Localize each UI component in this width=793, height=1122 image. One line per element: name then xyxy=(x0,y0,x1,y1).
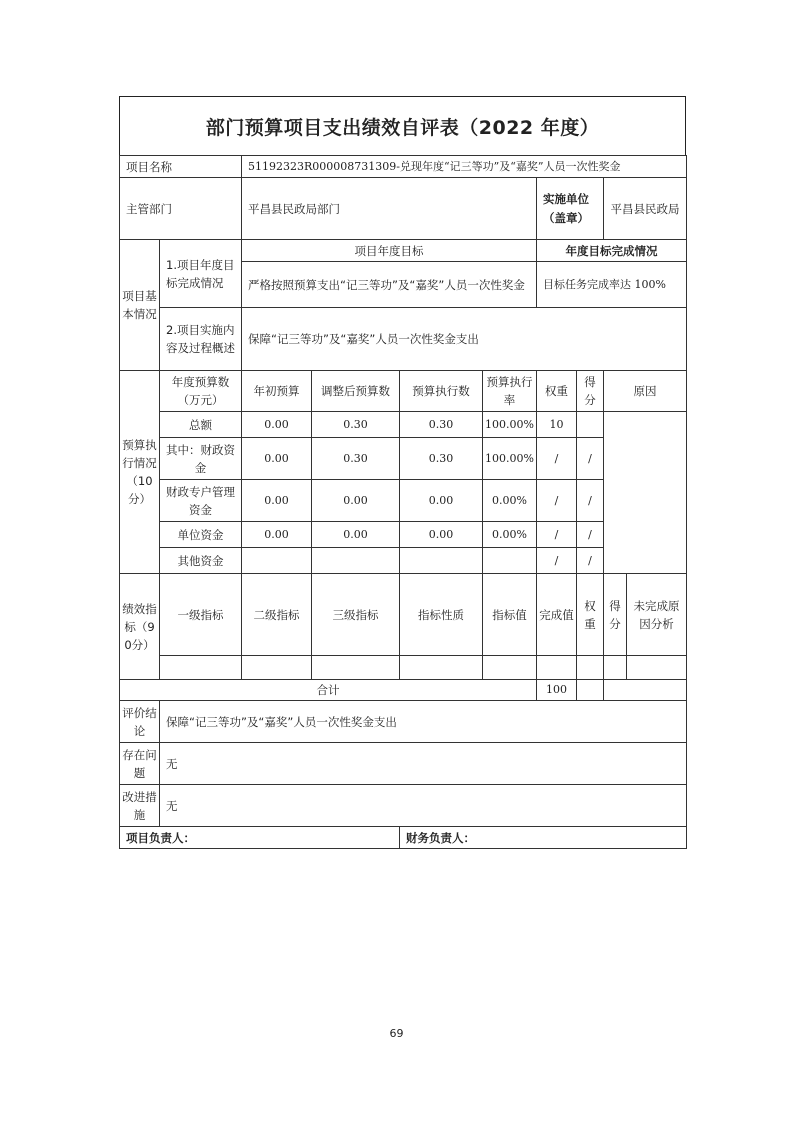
budget-cell: 0.00 xyxy=(400,522,483,548)
project-name-value: 51192323R000008731309-兑现年度“记三等功”及“嘉奖”人员一次性奖金 xyxy=(242,156,687,178)
unit-value: 平昌县民政局 xyxy=(604,178,687,240)
budget-row-label: 财政专户管理资金 xyxy=(160,480,242,522)
perf-header-row xyxy=(120,574,687,656)
budget-cell: 0.00 xyxy=(242,412,312,438)
budget-header-row xyxy=(120,371,687,412)
form-table xyxy=(119,155,687,849)
dept-row xyxy=(120,178,687,240)
evaluation-form xyxy=(119,96,686,849)
perf-header: 指标性质 xyxy=(400,574,483,656)
budget-header: 调整后预算数 xyxy=(312,371,400,412)
budget-row xyxy=(120,548,687,574)
perf-cell xyxy=(537,656,577,680)
perf-header: 未完成原因分析 xyxy=(627,574,687,656)
total-reason xyxy=(604,680,687,701)
form-title: 部门预算项目支出绩效自评表（2022 年度） xyxy=(119,96,686,155)
budget-cell: 0.30 xyxy=(400,438,483,480)
total-weight: 100 xyxy=(537,680,577,701)
perf-cell xyxy=(627,656,687,680)
improve-text: 无 xyxy=(160,785,687,827)
budget-cell: 0.00 xyxy=(242,522,312,548)
budget-cell: 100.00% xyxy=(483,412,537,438)
perf-cell xyxy=(312,656,400,680)
budget-cell: 0.00 xyxy=(312,522,400,548)
budget-cell xyxy=(242,548,312,574)
budget-section-label: 预算执行情况（10分） xyxy=(120,371,160,574)
perf-header: 得分 xyxy=(604,574,627,656)
perf-empty-row xyxy=(120,656,687,680)
goal-header: 项目年度目标 xyxy=(242,240,537,262)
budget-cell: 0.00% xyxy=(483,480,537,522)
budget-cell: / xyxy=(537,522,577,548)
perf-header: 指标值 xyxy=(483,574,537,656)
budget-cell xyxy=(400,548,483,574)
project-name-label: 项目名称 xyxy=(120,156,242,178)
evaluation-row xyxy=(120,701,687,743)
signature-row xyxy=(120,827,687,849)
perf-cell xyxy=(400,656,483,680)
budget-row xyxy=(120,480,687,522)
page-number: 69 xyxy=(389,1027,404,1040)
budget-cell: 0.30 xyxy=(312,412,400,438)
budget-header: 年度预算数（万元） xyxy=(160,371,242,412)
improve-label: 改进措施 xyxy=(120,785,160,827)
perf-section-label: 绩效指标（90分） xyxy=(120,574,160,680)
perf-header: 完成值 xyxy=(537,574,577,656)
perf-cell xyxy=(577,656,604,680)
budget-row xyxy=(120,438,687,480)
problems-row xyxy=(120,743,687,785)
budget-cell: 0.30 xyxy=(312,438,400,480)
budget-header: 预算执行数 xyxy=(400,371,483,412)
budget-cell xyxy=(577,412,604,438)
evaluation-label: 评价结论 xyxy=(120,701,160,743)
unit-label: 实施单位（盖章） xyxy=(537,178,604,240)
budget-row-label: 其中：财政资金 xyxy=(160,438,242,480)
perf-cell xyxy=(604,656,627,680)
content-row xyxy=(120,308,687,371)
improve-row xyxy=(120,785,687,827)
content-text: 保障“记三等功”及“嘉奖”人员一次性奖金支出 xyxy=(242,308,687,371)
budget-cell: / xyxy=(577,480,604,522)
budget-header: 原因 xyxy=(604,371,687,412)
perf-cell xyxy=(483,656,537,680)
budget-row-label: 其他资金 xyxy=(160,548,242,574)
budget-cell: / xyxy=(577,548,604,574)
basic-section-label: 项目基本情况 xyxy=(120,240,160,371)
budget-cell xyxy=(483,548,537,574)
dept-label: 主管部门 xyxy=(120,178,242,240)
budget-cell: 100.00% xyxy=(483,438,537,480)
budget-cell: 0.00 xyxy=(312,480,400,522)
project-name-row xyxy=(120,156,687,178)
budget-row xyxy=(120,412,687,438)
budget-row xyxy=(120,522,687,548)
total-score xyxy=(577,680,604,701)
perf-cell xyxy=(160,656,242,680)
project-lead-label: 项目负责人： xyxy=(120,827,400,849)
budget-cell: 0.00 xyxy=(400,480,483,522)
budget-cell: 10 xyxy=(537,412,577,438)
budget-header: 年初预算 xyxy=(242,371,312,412)
budget-row-label: 单位资金 xyxy=(160,522,242,548)
budget-header: 权重 xyxy=(537,371,577,412)
problems-label: 存在问题 xyxy=(120,743,160,785)
goal-label: 1.项目年度目标完成情况 xyxy=(160,240,242,308)
finance-lead-label: 财务负责人： xyxy=(400,827,687,849)
perf-header: 二级指标 xyxy=(242,574,312,656)
budget-cell: / xyxy=(537,548,577,574)
perf-cell xyxy=(242,656,312,680)
budget-cell: 0.00 xyxy=(242,438,312,480)
budget-cell: / xyxy=(577,438,604,480)
goal-text: 严格按照预算支出“记三等功”及“嘉奖”人员一次性奖金 xyxy=(242,262,537,308)
budget-cell: 0.30 xyxy=(400,412,483,438)
problems-text: 无 xyxy=(160,743,687,785)
completion-header: 年度目标完成情况 xyxy=(537,240,687,262)
perf-header: 三级指标 xyxy=(312,574,400,656)
total-row xyxy=(120,680,687,701)
budget-header: 预算执行率 xyxy=(483,371,537,412)
budget-cell: / xyxy=(537,438,577,480)
budget-row-label: 总额 xyxy=(160,412,242,438)
evaluation-text: 保障“记三等功”及“嘉奖”人员一次性奖金支出 xyxy=(160,701,687,743)
budget-cell xyxy=(312,548,400,574)
budget-cell: 0.00% xyxy=(483,522,537,548)
budget-cell: / xyxy=(577,522,604,548)
budget-cell: / xyxy=(537,480,577,522)
perf-header: 权重 xyxy=(577,574,604,656)
total-label: 合计 xyxy=(120,680,537,701)
goal-header-row xyxy=(120,240,687,262)
budget-header: 得分 xyxy=(577,371,604,412)
perf-header: 一级指标 xyxy=(160,574,242,656)
budget-reason xyxy=(604,412,687,574)
content-label: 2.项目实施内容及过程概述 xyxy=(160,308,242,371)
dept-value: 平昌县民政局部门 xyxy=(242,178,537,240)
completion-text: 目标任务完成率达 100% xyxy=(537,262,687,308)
budget-cell: 0.00 xyxy=(242,480,312,522)
